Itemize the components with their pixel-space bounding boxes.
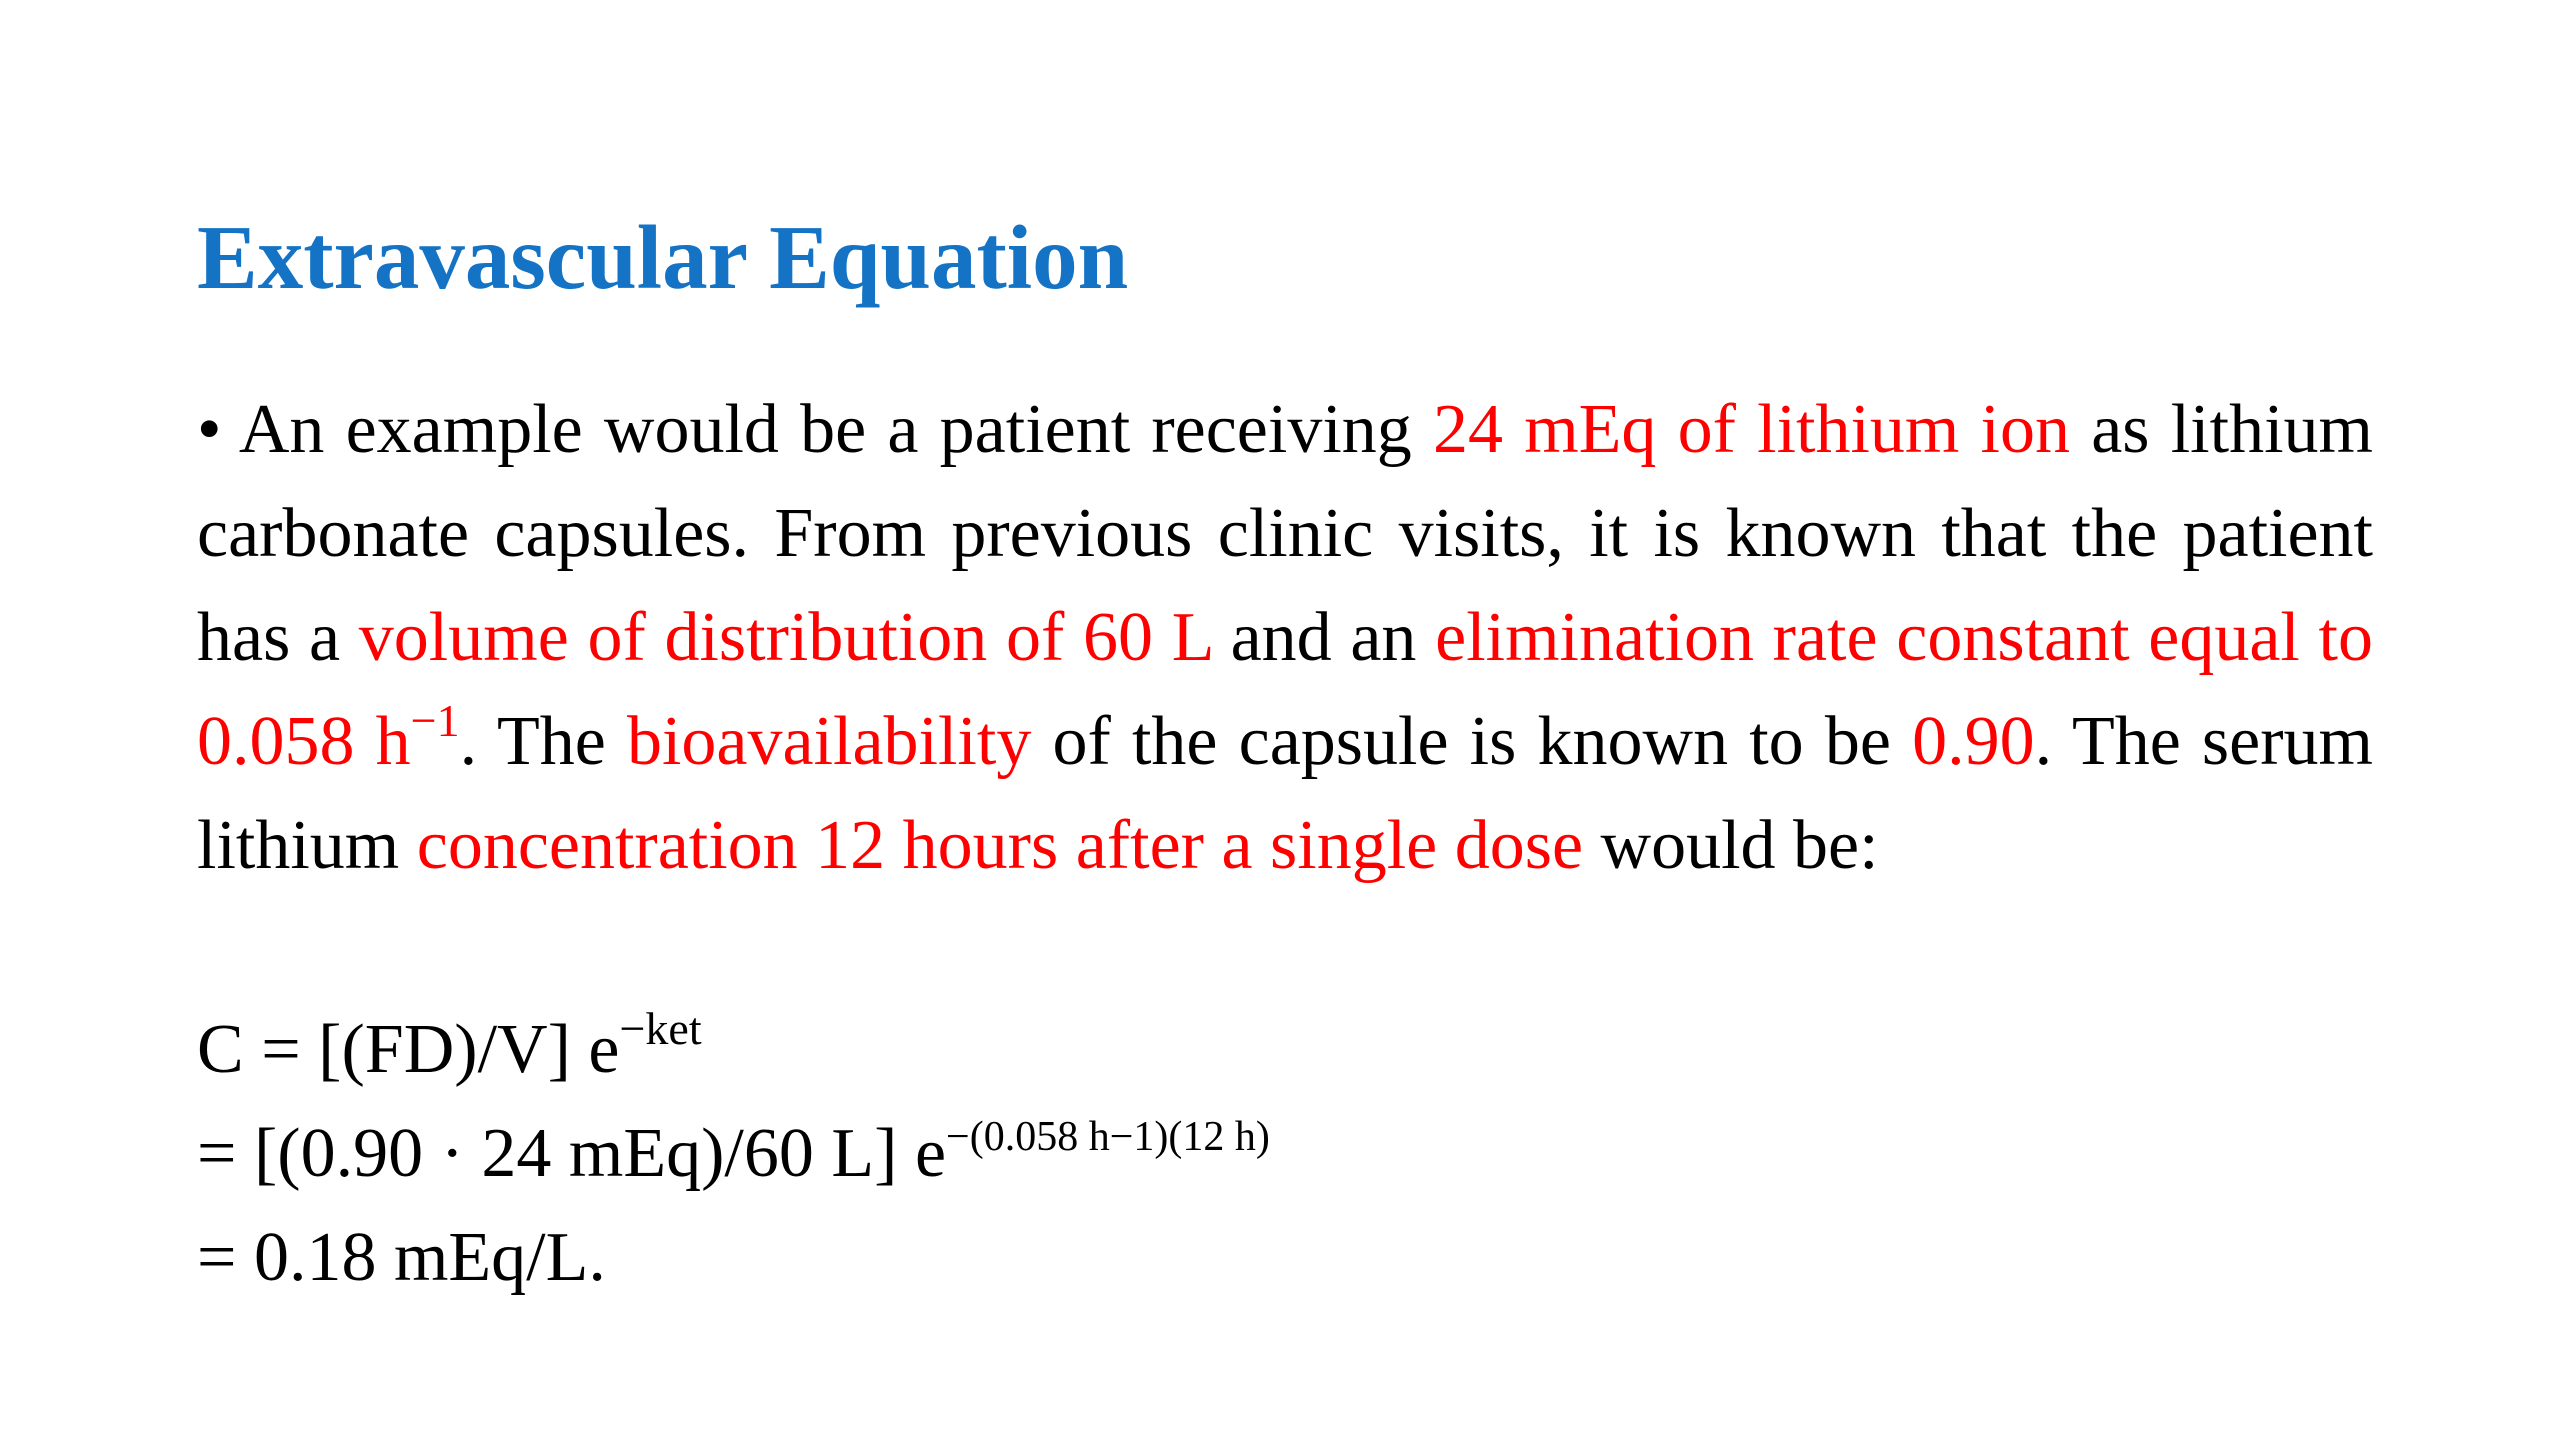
slide-title: Extravascular Equation xyxy=(197,207,1129,308)
paragraph-text: An example would be a patient receiving xyxy=(221,391,1433,468)
paragraph-text: . The serum lithium xyxy=(197,703,2374,884)
paragraph-text: and an xyxy=(1211,599,1436,676)
highlight-concentration: concentration 12 hours after a single dose xyxy=(416,807,1584,884)
equation-line-1 xyxy=(197,998,702,1102)
highlight-bioavailability: bioavailability xyxy=(626,703,1032,780)
highlight-elimination-rate: elimination rate constant equal to 0.058 h xyxy=(197,599,2373,780)
equation-line-3 xyxy=(197,1206,606,1310)
equation-line-2 xyxy=(197,1102,1270,1206)
equation-exponent: −ket xyxy=(619,1003,702,1054)
equation-result: = 0.18 mEq/L. xyxy=(197,1219,606,1296)
highlight-dose: 24 mEq of lithium ion xyxy=(1432,391,2071,468)
paragraph-text: would be: xyxy=(1583,807,1879,884)
equation-base: = [(0.90 · 24 mEq)/60 L] e xyxy=(197,1115,947,1192)
equation-exponent: −(0.058 h−1)(12 h) xyxy=(946,1114,1270,1160)
bullet-marker: • xyxy=(197,391,222,468)
paragraph-text: as lithium carbonate capsules. From previous clinic visits, it is known that the patient has a xyxy=(197,391,2373,676)
paragraph-text: of the capsule is known to be xyxy=(1031,703,1913,780)
highlight-volume-of-distribution: volume of distribution of 60 L xyxy=(358,599,1212,676)
equation-base: C = [(FD)/V] e xyxy=(197,1011,620,1088)
highlight-elimination-rate-exponent: −1 xyxy=(410,695,460,746)
bullet-paragraph xyxy=(197,378,2373,898)
paragraph-text: . The xyxy=(459,703,627,780)
highlight-bioavailability-value: 0.90 xyxy=(1912,703,2035,780)
